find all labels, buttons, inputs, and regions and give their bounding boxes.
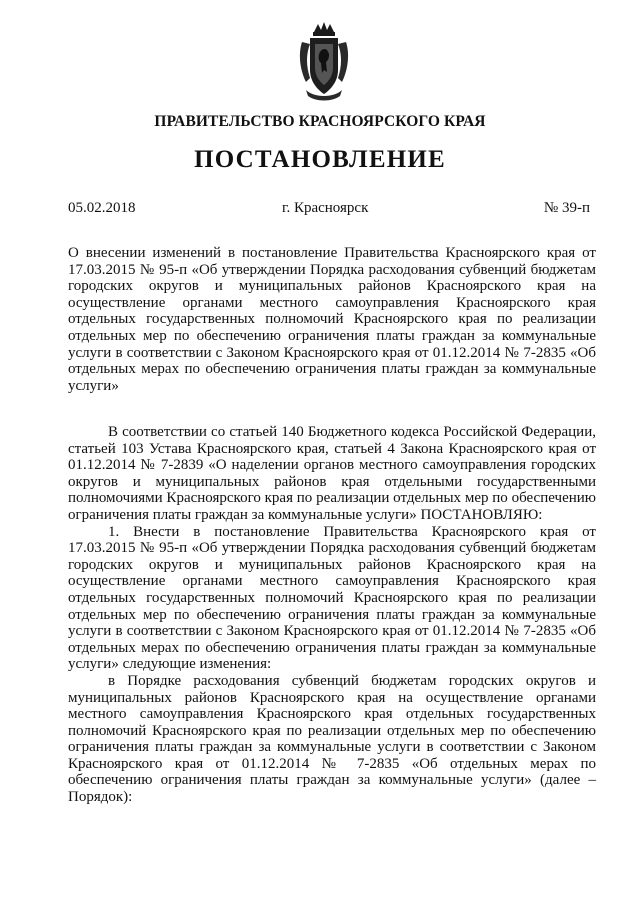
document-body: [68, 424, 596, 806]
document-subject: О внесении изменений в постановление Правительства Красноярского края от 17.03.2015 № 95-п «Об утверждении Порядка расходования субвенций бюджетам городских округов и муниципальных районов Красноярского края на осуществление органами местного самоуправления Красноярского края отдельных государственных полномочий Красноярского края по реализации отдельных мер по обеспечению ограничения платы граждан за коммунальные услуги в соответствии с Законом Красноярского края от 01.12.2014 № 7-2835 «Об отдельных мерах по обеспечению ограничения платы граждан за коммунальные услуги»: [68, 245, 596, 394]
coat-of-arms-emblem: [296, 20, 352, 104]
document-date: 05.02.2018: [68, 200, 136, 216]
document-city: г. Красноярск: [282, 200, 369, 216]
document-number: № 39-п: [543, 200, 590, 216]
document-type-title: ПОСТАНОВЛЕНИЕ: [194, 146, 446, 173]
clause-1-paragraph: 1. Внести в постановление Правительства Красноярского края от 17.03.2015 № 95-п «Об утверждении Порядка расходования субвенций бюджетам городских округов и муниципальных районов Красноярского края на осуществление органами местного самоуправления Красноярского края отдельных государственных полномочий Красноярского края по реализации отдельных мер по обеспечению ограничения платы граждан за коммунальные услуги в соответствии с Законом Красноярского края от 01.12.2014 № 7-2835 «Об отдельных мерах по обеспечению ограничения платы граждан за коммунальные услуги» следующие изменения:: [68, 523, 596, 673]
clause-1-subparagraph: в Порядке расходования субвенций бюджетам городских округов и муниципальных районов Красноярского края на осуществление органами местного самоуправления Красноярского края отдельных государственных полномочий Красноярского края по реализации отдельных мер по обеспечению ограничения платы граждан за коммунальные услуги в соответствии с Законом Красноярского края от 01.12.2014 № 7-2835 «Об отдельных мерах по обеспечению ограничения платы граждан за коммунальные услуги» (далее – Порядок):: [68, 672, 596, 806]
government-name: ПРАВИТЕЛЬСТВО КРАСНОЯРСКОГО КРАЯ: [154, 113, 486, 130]
preamble-paragraph: В соответствии со статьей 140 Бюджетного кодекса Российской Федерации, статьей 103 Устава Красноярского края, статьей 4 Закона Красноярского края от 01.12.2014 № 7-2839 «О наделении органов местного самоуправления городских округов и муниципальных районов края отдельными государственными полномочиями Красноярского края по реализации отдельных мер по обеспечению ограничения платы граждан за коммунальные услуги» ПОСТАНОВЛЯЮ:: [68, 424, 596, 523]
